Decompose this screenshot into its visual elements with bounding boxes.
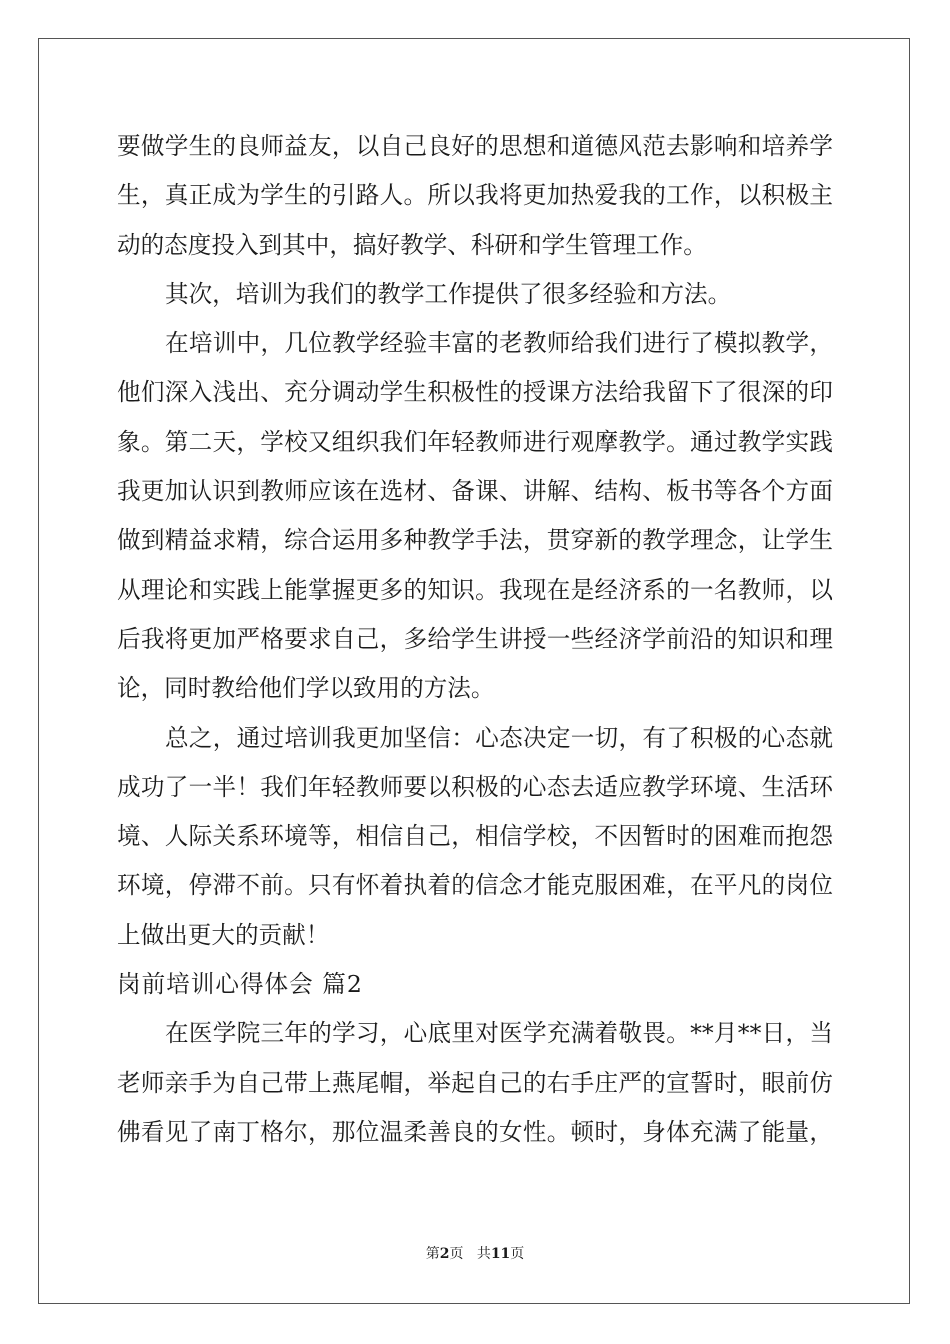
text-line: 境、人际关系环境等，相信自己，相信学校，不因暂时的困难而抱怨 [117,822,833,851]
page-footer [0,1245,950,1263]
text-line: 他们深入浅出、充分调动学生积极性的授课方法给我留下了很深的印 [117,378,833,407]
text-line: 环境，停滞不前。只有怀着执着的信念才能克服困难，在平凡的岗位 [117,871,833,900]
text-line: 成功了一半！我们年轻教师要以积极的心态去适应教学环境、生活环 [117,772,833,801]
text-line: 做到精益求精，综合运用多种教学手法，贯穿新的教学理念，让学生 [117,526,833,555]
text-line: 生，真正成为学生的引路人。所以我将更加热爱我的工作，以积极主 [117,181,833,210]
page-prefix: 第 [425,1246,440,1262]
text-line: 其次，培训为我们的教学工作提供了很多经验和方法。 [165,279,732,308]
section-heading: 岗前培训心得体会 篇2 [117,970,363,999]
text-line: 上做出更大的贡献！ [117,920,330,949]
text-line: 从理论和实践上能掌握更多的知识。我现在是经济系的一名教师，以 [117,575,833,604]
text-line: 总之，通过培训我更加坚信：心态决定一切，有了积极的心态就 [165,723,833,752]
page-number: 2 [439,1246,450,1262]
text-line: 象。第二天，学校又组织我们年轻教师进行观摩教学。通过教学实践 [117,427,833,456]
document-body [117,129,833,1164]
text-line: 动的态度投入到其中，搞好教学、科研和学生管理工作。 [117,230,707,259]
page-total: 11 [490,1246,511,1262]
text-line: 论，同时教给他们学以致用的方法。 [117,674,495,703]
page-unit: 页 [449,1246,464,1262]
total-unit: 页 [510,1246,525,1262]
text-line: 老师亲手为自己带上燕尾帽，举起自己的右手庄严的宣誓时，眼前仿 [117,1068,833,1097]
text-line: 佛看见了南丁格尔，那位温柔善良的女性。顿时，身体充满了能量， [117,1117,833,1146]
text-line: 我更加认识到教师应该在选材、备课、讲解、结构、板书等各个方面 [117,477,833,506]
text-line: 在培训中，几位教学经验丰富的老教师给我们进行了模拟教学， [165,329,833,358]
total-prefix: 共 [476,1246,491,1262]
text-line: 在医学院三年的学习，心底里对医学充满着敬畏。**月**日，当 [165,1019,833,1048]
text-line: 后我将更加严格要求自己，多给学生讲授一些经济学前沿的知识和理 [117,624,833,653]
text-line: 要做学生的良师益友，以自己良好的思想和道德风范去影响和培养学 [117,132,833,160]
